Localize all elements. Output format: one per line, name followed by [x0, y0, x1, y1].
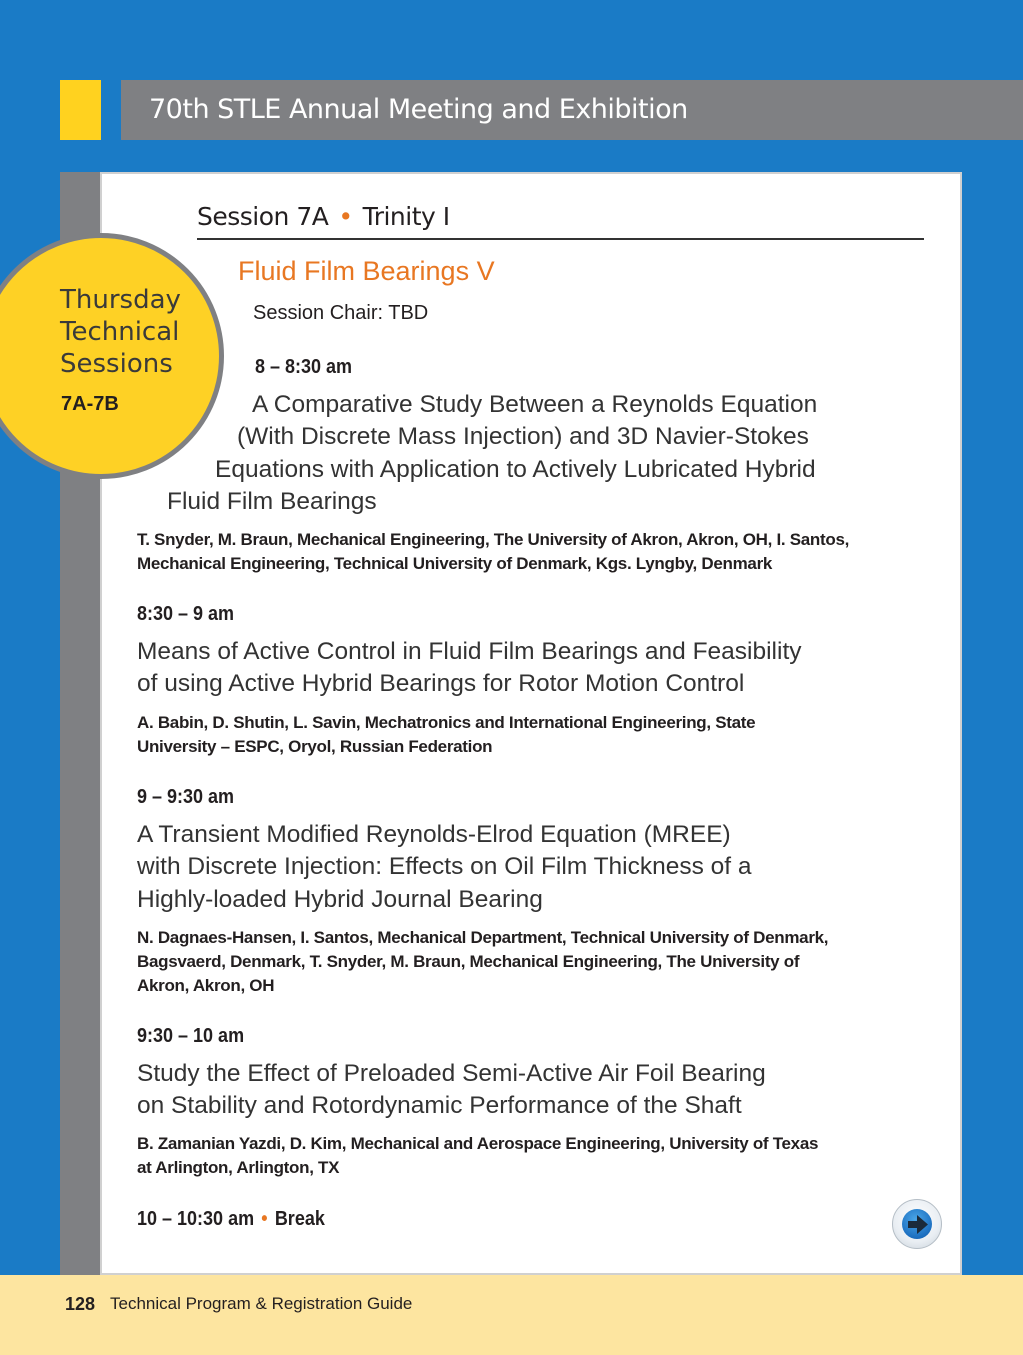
- badge-title: Thursday Technical Sessions: [60, 285, 181, 379]
- footer-band: [0, 1275, 1023, 1355]
- talk-authors: [137, 528, 849, 576]
- talk-title-line: with Discrete Injection: Effects on Oil Film Thickness of a: [137, 853, 752, 881]
- break-row: [137, 1208, 325, 1231]
- break-label: Break: [274, 1208, 325, 1230]
- author-line: A. Babin, D. Shutin, L. Savin, Mechatronics and International Engineering, State: [137, 713, 756, 732]
- break-separator: •: [261, 1208, 268, 1230]
- author-line: Mechanical Engineering, Technical University of Denmark, Kgs. Lyngby, Denmark: [137, 554, 773, 573]
- session-chair: Session Chair: TBD: [253, 302, 429, 324]
- talk-time: 9 – 9:30 am: [137, 786, 235, 808]
- session-room: Trinity I: [362, 202, 450, 231]
- session-heading: [197, 198, 924, 240]
- talk-time: 8 – 8:30 am: [255, 356, 353, 378]
- talk-title-line: Fluid Film Bearings: [167, 487, 377, 515]
- author-line: at Arlington, Arlington, TX: [137, 1158, 340, 1177]
- session-label: Session 7A: [197, 202, 329, 231]
- talk-title: [137, 1058, 766, 1123]
- talk-title-line: Highly-loaded Hybrid Journal Bearing: [137, 885, 543, 913]
- talk-title-line: (With Discrete Mass Injection) and 3D Navier-Stokes: [237, 423, 809, 451]
- talk-title-line: Equations with Application to Actively Lubricated Hybrid: [215, 455, 816, 483]
- session-separator: •: [338, 202, 353, 231]
- talk-title: [0, 389, 1023, 518]
- page-number: 128: [65, 1294, 96, 1314]
- arrow-right-icon: [893, 1200, 943, 1250]
- talk-time: 8:30 – 9 am: [137, 603, 235, 625]
- talk-authors: [137, 926, 828, 998]
- next-page-button[interactable]: [892, 1199, 942, 1249]
- author-line: Akron, Akron, OH: [137, 976, 275, 995]
- talk-title-line: on Stability and Rotordynamic Performance of the Shaft: [137, 1092, 742, 1120]
- talk-time: 9:30 – 10 am: [137, 1025, 245, 1047]
- author-line: Bagsvaerd, Denmark, T. Snyder, M. Braun, Mechanical Engineering, The University of: [137, 952, 800, 971]
- talk-authors: [137, 1132, 818, 1180]
- talk-title: [137, 636, 802, 701]
- header-accent-tab: [60, 80, 101, 140]
- talk-title-line: Means of Active Control in Fluid Film Bearings and Feasibility: [137, 638, 802, 665]
- break-time: 10 – 10:30 am: [137, 1208, 255, 1230]
- badge-session-code: 7A-7B: [61, 393, 119, 415]
- footer-publication-label: Technical Program & Registration Guide: [110, 1294, 413, 1313]
- author-line: University – ESPC, Oryol, Russian Federation: [137, 737, 493, 756]
- talk-authors: [137, 711, 755, 759]
- talk-title-line: A Comparative Study Between a Reynolds Equation: [252, 391, 818, 418]
- talk-title-line: A Transient Modified Reynolds-Elrod Equation (MREE): [137, 821, 731, 848]
- event-title-bar: [121, 80, 1023, 140]
- event-title: 70th STLE Annual Meeting and Exhibition: [149, 94, 688, 125]
- session-name: Fluid Film Bearings V: [238, 256, 495, 286]
- talk-title: [137, 819, 752, 916]
- author-line: B. Zamanian Yazdi, D. Kim, Mechanical and Aerospace Engineering, University of Texas: [137, 1134, 819, 1153]
- author-line: N. Dagnaes-Hansen, I. Santos, Mechanical Department, Technical University of Denmark,: [137, 928, 829, 947]
- talk-title-line: of using Active Hybrid Bearings for Rotor Motion Control: [137, 670, 745, 698]
- author-line: T. Snyder, M. Braun, Mechanical Engineering, The University of Akron, Akron, OH, I. Santos,: [137, 530, 850, 549]
- talk-title-line: Study the Effect of Preloaded Semi-Active Air Foil Bearing: [137, 1060, 766, 1087]
